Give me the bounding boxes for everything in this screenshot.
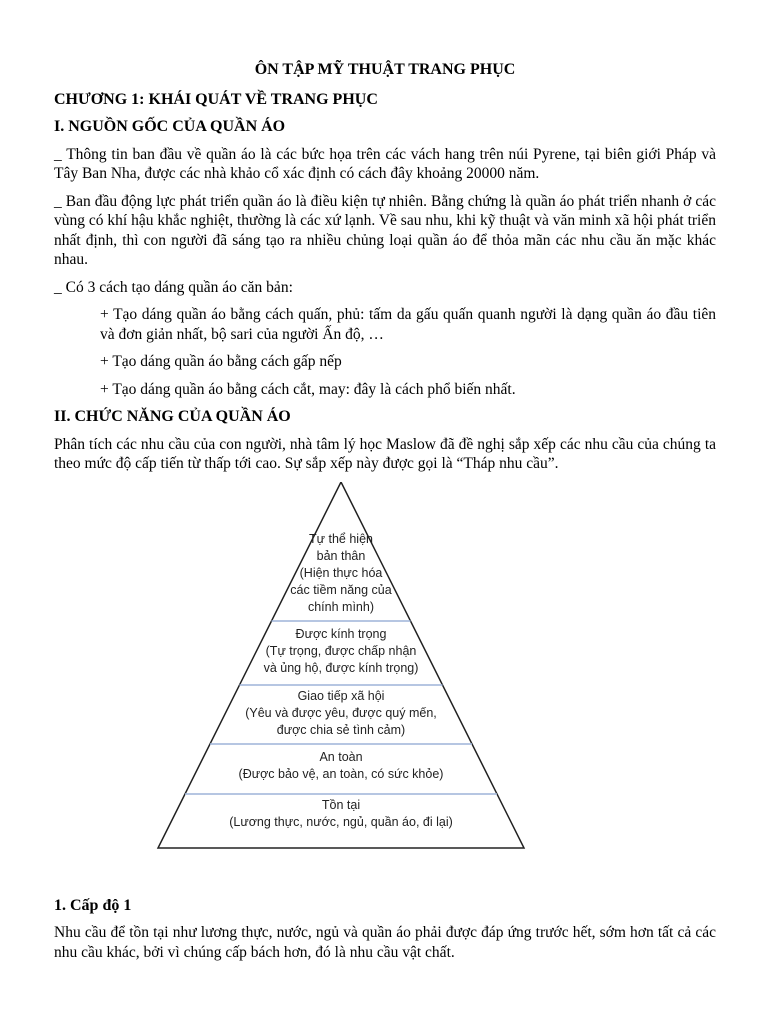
paragraph: _ Có 3 cách tạo dáng quần áo căn bản: — [54, 278, 293, 296]
list-item: + Tạo dáng quần áo bằng cách quấn, phủ: tấm da gấu quấn quanh người là dạng quần áo đầu tiên và đơn giản nhất, bộ sari của người Ấn độ, … — [100, 306, 716, 343]
pyramid-label: Tồn tại — [321, 797, 361, 812]
document-page — [54, 60, 716, 970]
pyramid-label: chính mình) — [307, 599, 375, 614]
document-title: ÔN TẬP MỸ THUẬT TRANG PHỤC — [254, 61, 516, 78]
pyramid-diagram — [54, 482, 716, 882]
paragraph: _ Thông tin ban đầu về quần áo là các bức họa trên các vách hang trên núi Pyrene, tại biên giới Pháp và Tây Ban Nha, được các nhà khảo cổ xác định có cách đây khoảng 20000 năm. — [54, 145, 716, 182]
pyramid-label: (Yêu và được yêu, được quý mến, — [245, 705, 437, 720]
list-item: + Tạo dáng quần áo bằng cách gấp nếp — [100, 353, 342, 370]
level-heading: 1. Cấp độ 1 — [54, 896, 132, 914]
section-heading-origin: I. NGUỒN GỐC CỦA QUẦN ÁO — [54, 118, 286, 135]
maslow-pyramid — [54, 482, 716, 882]
pyramid-label: các tiềm năng của — [290, 582, 392, 597]
pyramid-label: Giao tiếp xã hội — [297, 688, 385, 703]
chapter-heading: CHƯƠNG 1: KHÁI QUÁT VỀ TRANG PHỤC — [54, 90, 378, 108]
pyramid-label: Được kính trọng — [295, 626, 387, 641]
paragraph: _ Ban đầu động lực phát triển quần áo là điều kiện tự nhiên. Bằng chứng là quần áo phát triển nhanh ở các vùng có khí hậu khắc nghiệt, thường là các xứ lạnh. Về sau nhu, khi kỹ thuật và văn minh xã hội phát triển nhất định, thì con người đã sáng tạo ra nhiều chủng loại quần áo để thỏa mãn các nhu cầu ăn mặc khác nhau. — [54, 192, 716, 268]
pyramid-label: An toàn — [319, 749, 363, 764]
paragraph: Nhu cầu để tồn tại như lương thực, nước, ngủ và quần áo phải được đáp ứng trước hết, sớm hơn tất cả các nhu cầu khác, bởi vì chúng cấp bách hơn, đó là nhu cầu vật chất. — [54, 924, 716, 961]
pyramid-label: Tự thể hiện — [309, 531, 373, 546]
pyramid-label: (Hiện thực hóa — [299, 565, 383, 580]
pyramid-label: (Được bảo vệ, an toàn, có sức khỏe) — [238, 766, 444, 781]
paragraph: Phân tích các nhu cầu của con người, nhà tâm lý học Maslow đã đề nghị sắp xếp các nhu cầu của chúng ta theo mức độ cấp tiến từ thấp tới cao. Sự sắp xếp này được gọi là “Tháp nhu cầu”. — [54, 435, 716, 472]
pyramid-label: bản thân — [316, 548, 366, 563]
pyramid-label: và ủng hộ, được kính trọng) — [263, 660, 419, 675]
pyramid-label: được chia sẻ tình cảm) — [276, 722, 406, 737]
section-heading-function: II. CHỨC NĂNG CỦA QUẦN ÁO — [54, 408, 291, 425]
pyramid-label: (Tự trọng, được chấp nhận — [265, 643, 417, 658]
pyramid-label: (Lương thực, nước, ngủ, quần áo, đi lại) — [229, 814, 453, 829]
list-item: + Tạo dáng quần áo bằng cách cắt, may: đây là cách phổ biến nhất. — [100, 380, 516, 398]
